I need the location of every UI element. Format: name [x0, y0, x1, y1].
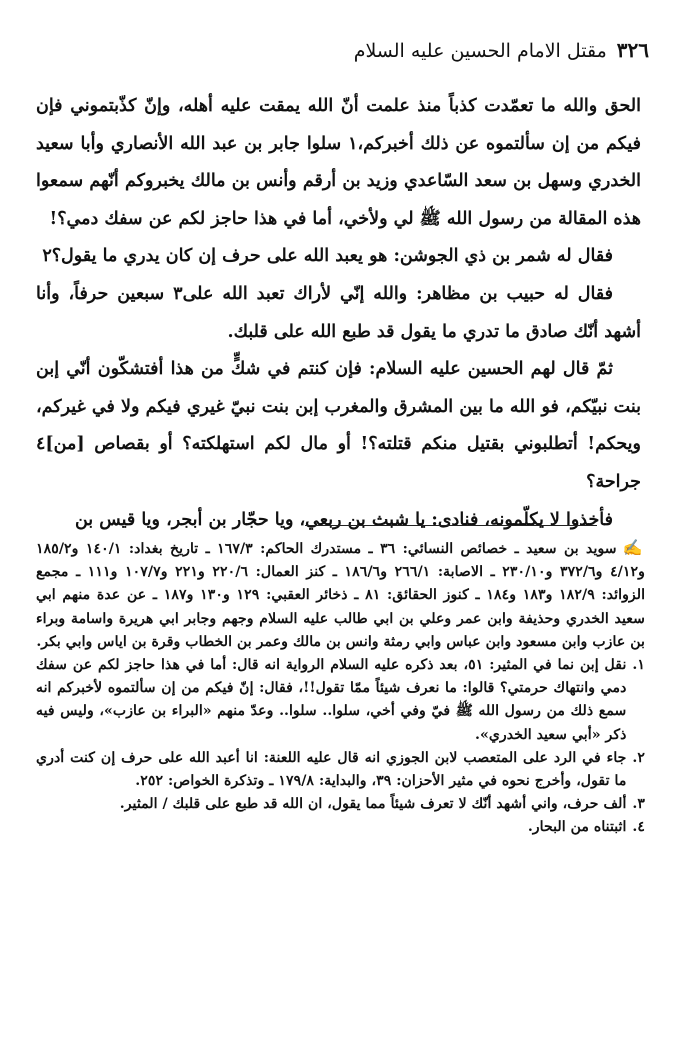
footnote [36, 654, 645, 747]
footnote-separator [305, 525, 597, 526]
pen-icon: ✍ [622, 538, 646, 557]
page-number: ٣٢٦ [616, 38, 649, 62]
footnote-text: ألف حرف، واني أشهد أنّك لا تعرف شيئاً مما يقول، ان الله قد طبع على قلبك / المثير. [119, 796, 627, 813]
footnote-text: نقل إبن نما في المثير: ٥١، بعد ذكره عليه السلام الرواية انه قال: أما في هذا حاجز لكم عن سفك دمي وانتهاك حرمتي؟ قالوا: ما نعرف شيئاً ممّا تقول!!، فقال: إنّ فيكم من إن سألتموه لأخبركم انه سمع ذلك من رسول الله ﷺ فيّ وفي أخي، سلوا.. سلوا.. وعدّ منهم «البراء بن عازب»، وليس فيه ذكر «أبي سعيد الخدري». [36, 657, 627, 743]
main-paragraph: فأخذوا لا يكلّمونه، فنادى: يا شبث بن ربعي، ويا حجّار بن أبجر، ويا قيس بن [74, 509, 613, 530]
footnote [36, 793, 645, 816]
main-paragraph: ثمّ قال لهم الحسين عليه السلام: فإن كنتم في شكٍّ من هذا أفتشكّون أنّي إبن بنت نبيّكم، فو الله ما بين المشرق والمغرب إبن بنت نبيّ غيري فيكم ولا في غيركم، ويحكم! أتطلبوني بقتيل منكم قتلته؟! أو مال لكم استهلكته؟ أو بقصاص [من]٤ جراحة؟ [36, 359, 641, 492]
main-paragraph: فقال له شمر بن ذي الجوشن: هو يعبد الله على حرف إن كان يدري ما يقول؟٢ [42, 246, 613, 267]
running-title: مقتل الامام الحسين عليه السلام [353, 40, 607, 62]
footnote [36, 816, 645, 839]
footnote [36, 747, 645, 793]
footnote-number: ١. [632, 657, 645, 674]
footnote-text: جاء في الرد على المتعصب لابن الجوزي انه قال عليه اللعنة: انا أعبد الله على حرف إن كنت أدري ما تقول، وأخرج نحوه في مثير الأحزان: ٣٩، والبداية: ١٧٩/٨ ـ وتذكرة الخواص: ٢٥٢. [36, 749, 627, 790]
footnote-number: ٢. [632, 749, 645, 766]
footnote-number: ٣. [632, 796, 645, 813]
main-paragraph: فقال له حبيب بن مظاهر: والله إنّي لأراك تعبد الله على٣ سبعين حرفاً، وأنا أشهد أنّك صادق ما تدري ما يقول قد طبع الله على قلبك. [36, 283, 641, 342]
footnote-text: اثبتناه من البحار. [527, 819, 627, 836]
page-header [40, 38, 649, 72]
footnote-number: ٤. [632, 819, 645, 836]
main-paragraph: الحق والله ما تعمّدت كذباً منذ علمت أنّ الله يمقت عليه أهله، وإنّ كذّبتموني فإن فيكم من إن سألتموه عن ذلك أخبركم،١ سلوا جابر بن عبد الله الأنصاري وأبا سعيد الخدري وسهل بن سعد السّاعدي وزيد بن أرقم وأنس بن مالك يخبروكم أنّهم سمعوا هذه المقالة من رسول الله ﷺ لي ولأخي، أما في هذا حاجز لكم عن سفك دمي؟! [36, 96, 641, 229]
footnotes [36, 536, 645, 840]
main-text [36, 88, 641, 539]
source-footnote-text: سويد بن سعيد ـ خصائص النسائي: ٣٦ ـ مستدرك الحاكم: ١٦٧/٣ ـ تاريخ بغداد: ١٤٠/١ و١٨٥/٢ و٤/١٢ و٣٧٢/٦ و٢٣٠/١٠ ـ الاصابة: ٢٦٦/١ و١٨٦/٦ ـ كنز العمال: ٢٢٠/٦ و٢٢١ و١٠٧/٧ و١١١ ـ مجمع الزوائد: ١٨٢/٩ و١٨٣ و١٨٤ ـ كنوز الحقائق: ٨١ ـ ذخائر العقبي: ١٢٩ و١٣٠ و١٨٧ ـ عن عدة منهم ابي سعيد الخدري وحذيفة وابن عمر وعلي بن ابي طالب عليه السلام وجهم وجابر ابي هريرة واسامة وبراء بن عازب وابن مسعود وابن عباس وابي رمثة وانس بن مالك وعمر بن الخطاب وقرة بن اياس وابي بكر. [36, 541, 646, 650]
source-footnote [36, 536, 645, 654]
